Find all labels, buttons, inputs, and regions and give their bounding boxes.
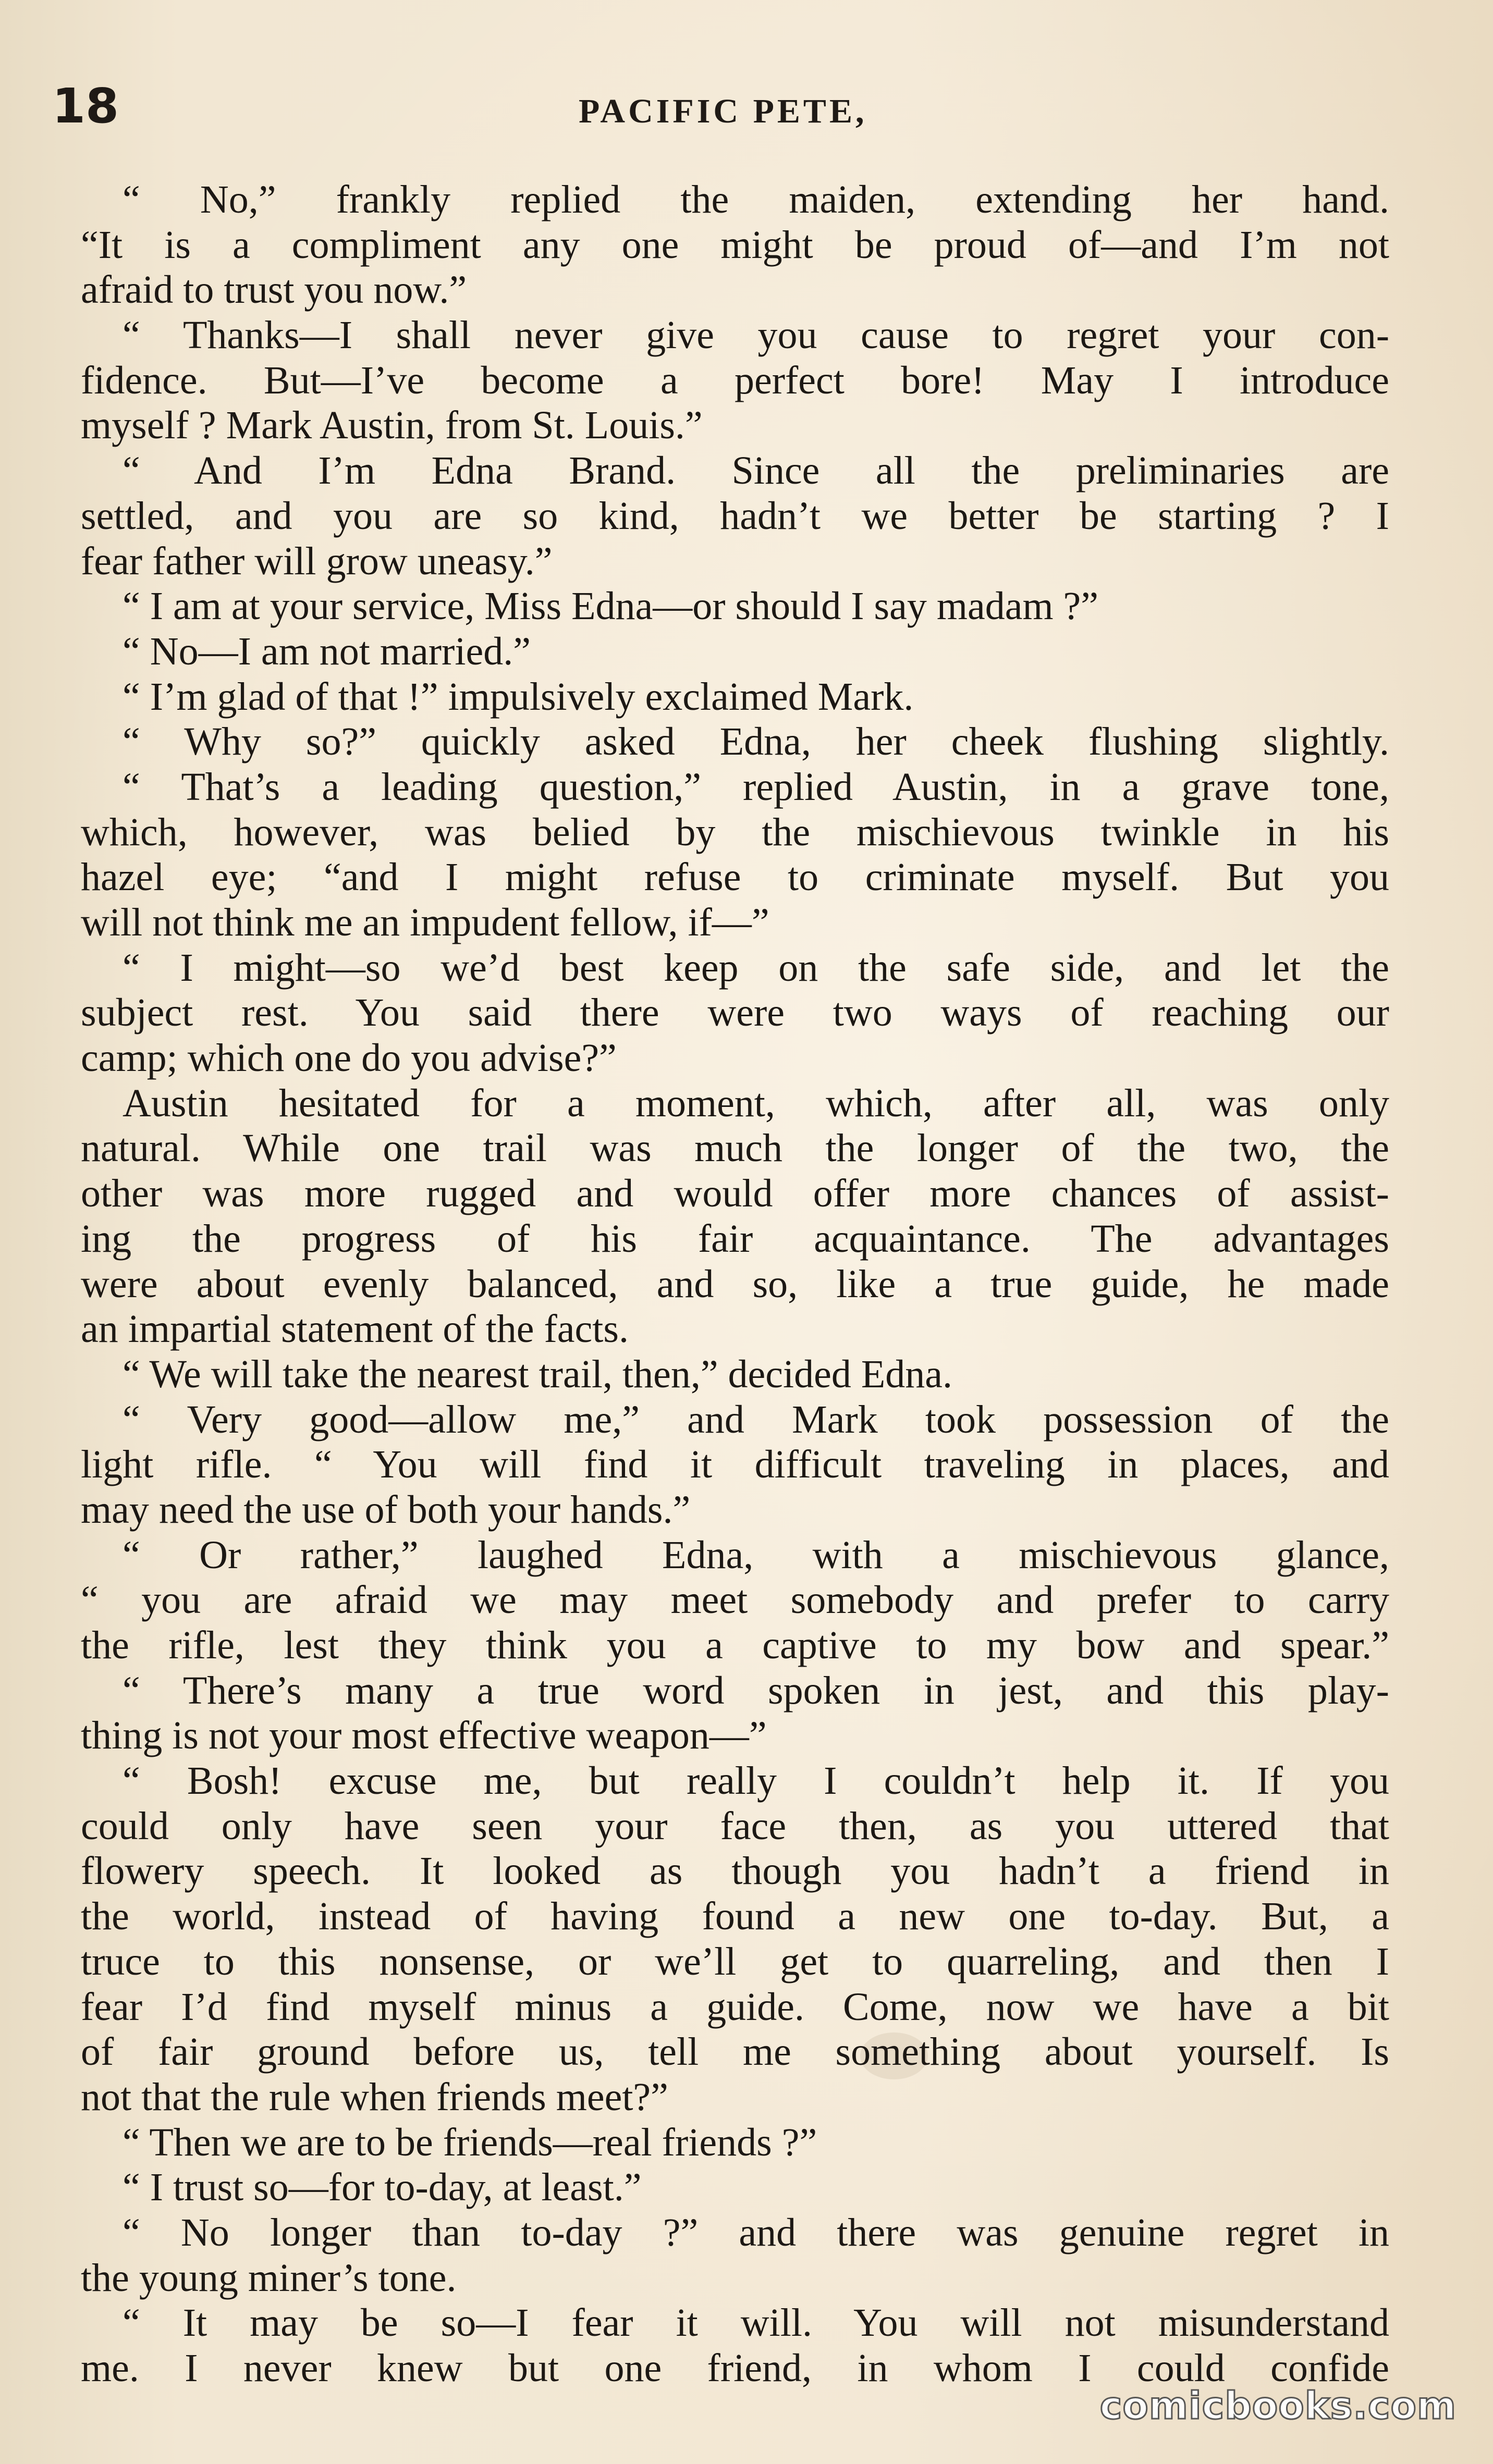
text-line: may need the use of both your hands.” <box>81 1487 691 1532</box>
text-line: the world, instead of having found a new one to-day. But, a <box>81 1894 1389 1939</box>
text-line: myself ? Mark Austin, from St. Louis.” <box>81 403 703 448</box>
text-line: thing is not your most effective weapon—” <box>81 1714 767 1758</box>
text-line: “It is a compliment any one might be proud of—and I’m not <box>81 223 1389 267</box>
text-line: which, however, was belied by the mischievous twinkle in his <box>81 810 1389 854</box>
page-number: 18 <box>52 78 119 134</box>
text-line: “ Bosh! excuse me, but really I couldn’t help it. If you <box>123 1759 1389 1803</box>
text-line: camp; which one do you advise?” <box>81 1036 617 1080</box>
text-line: “ Why so?” quickly asked Edna, her cheek flushing slightly. <box>123 720 1389 764</box>
text-line: “ That’s a leading question,” replied Austin, in a grave tone, <box>123 765 1389 809</box>
text-line: fidence. But—I’ve become a perfect bore! May I introduce <box>81 358 1389 402</box>
page-header <box>52 78 1392 141</box>
text-line: “ No longer than to-day ?” and there was genuine regret in <box>123 2210 1389 2254</box>
text-line: were about evenly balanced, and so, like a true guide, he made <box>81 1262 1389 1306</box>
text-line: fear father will grow uneasy.” <box>81 539 553 583</box>
text-line: subject rest. You said there were two ways of reaching our <box>81 991 1389 1035</box>
text-line: could only have seen your face then, as you uttered that <box>81 1804 1389 1848</box>
text-line: fear I’d find myself minus a guide. Come, now we have a bit <box>81 1985 1389 2029</box>
text-line: “ I might—so we’d best keep on the safe side, and let the <box>123 945 1389 990</box>
site-watermark: comicbooks.com <box>1099 2384 1457 2428</box>
text-line: “ I trust so—for to-day, at least.” <box>123 2165 642 2210</box>
text-line: flowery speech. It looked as though you hadn’t a friend in <box>81 1849 1389 1893</box>
text-line: other was more rugged and would offer more chances of assist- <box>81 1172 1389 1216</box>
text-line: “ I am at your service, Miss Edna—or should I say madam ?” <box>123 584 1099 629</box>
text-line: the young miner’s tone. <box>81 2256 457 2300</box>
text-line: “ I’m glad of that !” impulsively exclaimed Mark. <box>123 674 914 719</box>
text-line: “ No,” frankly replied the maiden, extending her hand. <box>123 178 1389 221</box>
text-line: light rifle. “ You will find it difficult traveling in places, and <box>81 1443 1389 1487</box>
text-line: “ Very good—allow me,” and Mark took possession of the <box>123 1397 1389 1442</box>
text-line: of fair ground before us, tell me something about yourself. Is <box>81 2030 1389 2074</box>
text-line: afraid to trust you now.” <box>81 268 467 312</box>
text-line: an impartial statement of the facts. <box>81 1307 629 1351</box>
text-line: ing the progress of his fair acquaintance. The advantages <box>81 1216 1389 1261</box>
text-line: hazel eye; “and I might refuse to criminate myself. But you <box>81 855 1389 900</box>
text-line: settled, and you are so kind, hadn’t we better be starting ? I <box>81 494 1389 538</box>
text-line: truce to this nonsense, or we’ll get to quarreling, and then I <box>81 1939 1389 1983</box>
body-text <box>81 177 1389 2391</box>
text-line: “ Or rather,” laughed Edna, with a mischievous glance, <box>123 1533 1389 1577</box>
text-line: me. I never knew but one friend, in whom I could confide <box>81 2346 1389 2390</box>
text-line: “ We will take the nearest trail, then,” decided Edna. <box>123 1352 953 1396</box>
text-line: “ Thanks—I shall never give you cause to regret your con- <box>123 313 1389 358</box>
text-line: Austin hesitated for a moment, which, after all, was only <box>123 1081 1389 1125</box>
text-line: “ And I’m Edna Brand. Since all the preliminaries are <box>123 449 1389 493</box>
text-line: “ you are afraid we may meet somebody and prefer to carry <box>81 1578 1389 1622</box>
text-line: the rifle, lest they think you a captive to my bow and spear.” <box>81 1623 1389 1667</box>
text-line: “ Then we are to be friends—real friends ?” <box>123 2120 817 2164</box>
text-line: not that the rule when friends meet?” <box>81 2075 668 2119</box>
text-line: “ No—I am not married.” <box>123 629 531 673</box>
text-line: natural. While one trail was much the longer of the two, the <box>81 1126 1389 1171</box>
running-title: PACIFIC PETE, <box>579 92 867 130</box>
text-line: “ There’s many a true word spoken in jest, and this play- <box>123 1668 1389 1713</box>
text-line: will not think me an impudent fellow, if—” <box>81 901 769 944</box>
text-line: “ It may be so—I fear it will. You will not misunderstand <box>123 2301 1389 2345</box>
